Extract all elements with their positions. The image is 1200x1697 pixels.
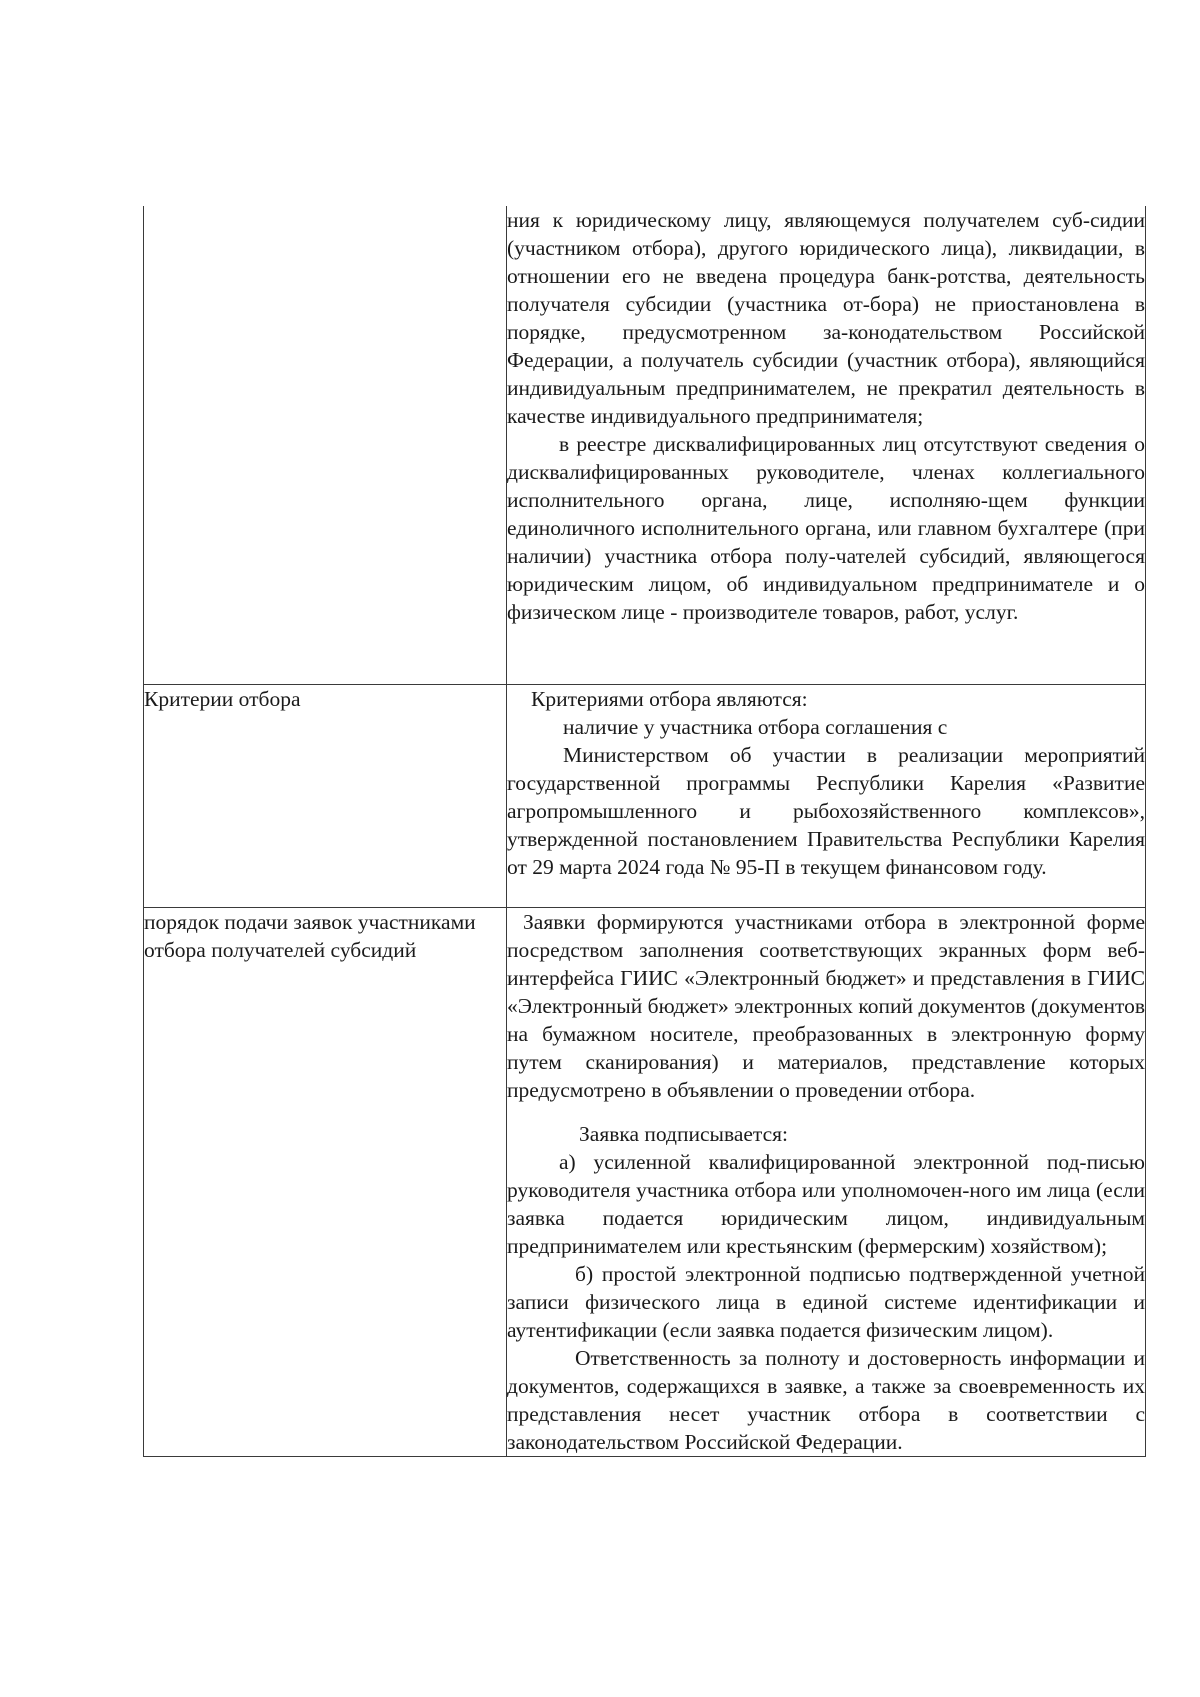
paragraph: а) усиленной квалифицированной электронной под-писью руководителя участника отбора или уполномочен-ного им лица (если заявка подается юридическим лицом, индивидуальным предпринимателем или крестьянским (фермерским) хозяйством); [507, 1150, 1145, 1258]
paragraph: Ответственность за полноту и достоверность информации и документов, содержащихся в заявке, а также за своевременность их представления несет участник отбора в соответствии с законодательством Российской Федерации. [507, 1346, 1145, 1454]
paragraph: ния к юридическому лицу, являющемуся получателем суб-сидии (участником отбора), другого юридического лица), ликвидации, в отношении его не введена процедура банк-ротства, деятельность получателя субсидии (участника от-бора) не приостановлена в порядке, предусмотренном за-конодательством Российской Федерации, а получатель субсидии (участник отбора), являющийся индивидуальным предпринимателем, не прекратил деятельность в качестве индивидуального предпринимателя; [507, 208, 1145, 428]
paragraph: б) простой электронной подписью подтвержденной учетной записи физического лица в единой системе идентификации и аутентификации (если заявка подается физическим лицом). [507, 1262, 1145, 1342]
table-row [144, 685, 1146, 908]
row-content [507, 908, 1146, 1457]
row-label: порядок подачи заявок участниками отбора получателей субсидий [144, 910, 476, 962]
paragraph: Заявка подписывается: [579, 1122, 788, 1146]
paragraph: Заявки формируются участниками отбора в электронной форме посредством заполнения соответствующих экранных форм веб-интерфейса ГИИС «Электронный бюджет» и представления в ГИИС «Электронный бюджет» электронных копий документов (документов на бумажном носителе, преобразованных в электронную форму путем сканирования) и материалов, представление которых предусмотрено в объявлении о проведении отбора. [507, 910, 1145, 1102]
paragraph: Министерством об участии в реализации мероприятий государственной программы Республики Карелия «Развитие агропромышленного и рыбохозяйственного комплексов», утвержденной постановлением Правительства Республики Карелия от 29 марта 2024 года № 95-П в текущем финансовом году. [507, 743, 1145, 879]
row-label-empty [144, 206, 507, 685]
row-label: Критерии отбора [144, 687, 301, 711]
row-label-cell [144, 908, 507, 1457]
requirements-table [143, 206, 1146, 1457]
table-row [144, 206, 1146, 685]
paragraph: в реестре дисквалифицированных лиц отсутствуют сведения о дисквалифицированных руководителе, членах коллегиального исполнительного органа, лице, исполняю-щем функции единоличного исполнительного органа, или главном бухгалтере (при наличии) участника отбора полу-чателей субсидий, являющегося юридическим лицом, об индивидуальном предпринимателе и о физическом лице - производителе товаров, работ, услуг. [507, 432, 1145, 624]
row-content [507, 685, 1146, 908]
table-row [144, 908, 1146, 1457]
row-content [507, 206, 1146, 685]
paragraph-gap [507, 1104, 1145, 1120]
row-label-cell [144, 685, 507, 908]
paragraph: Критериями отбора являются: [531, 687, 808, 711]
paragraph: наличие у участника отбора соглашения с [563, 715, 948, 739]
